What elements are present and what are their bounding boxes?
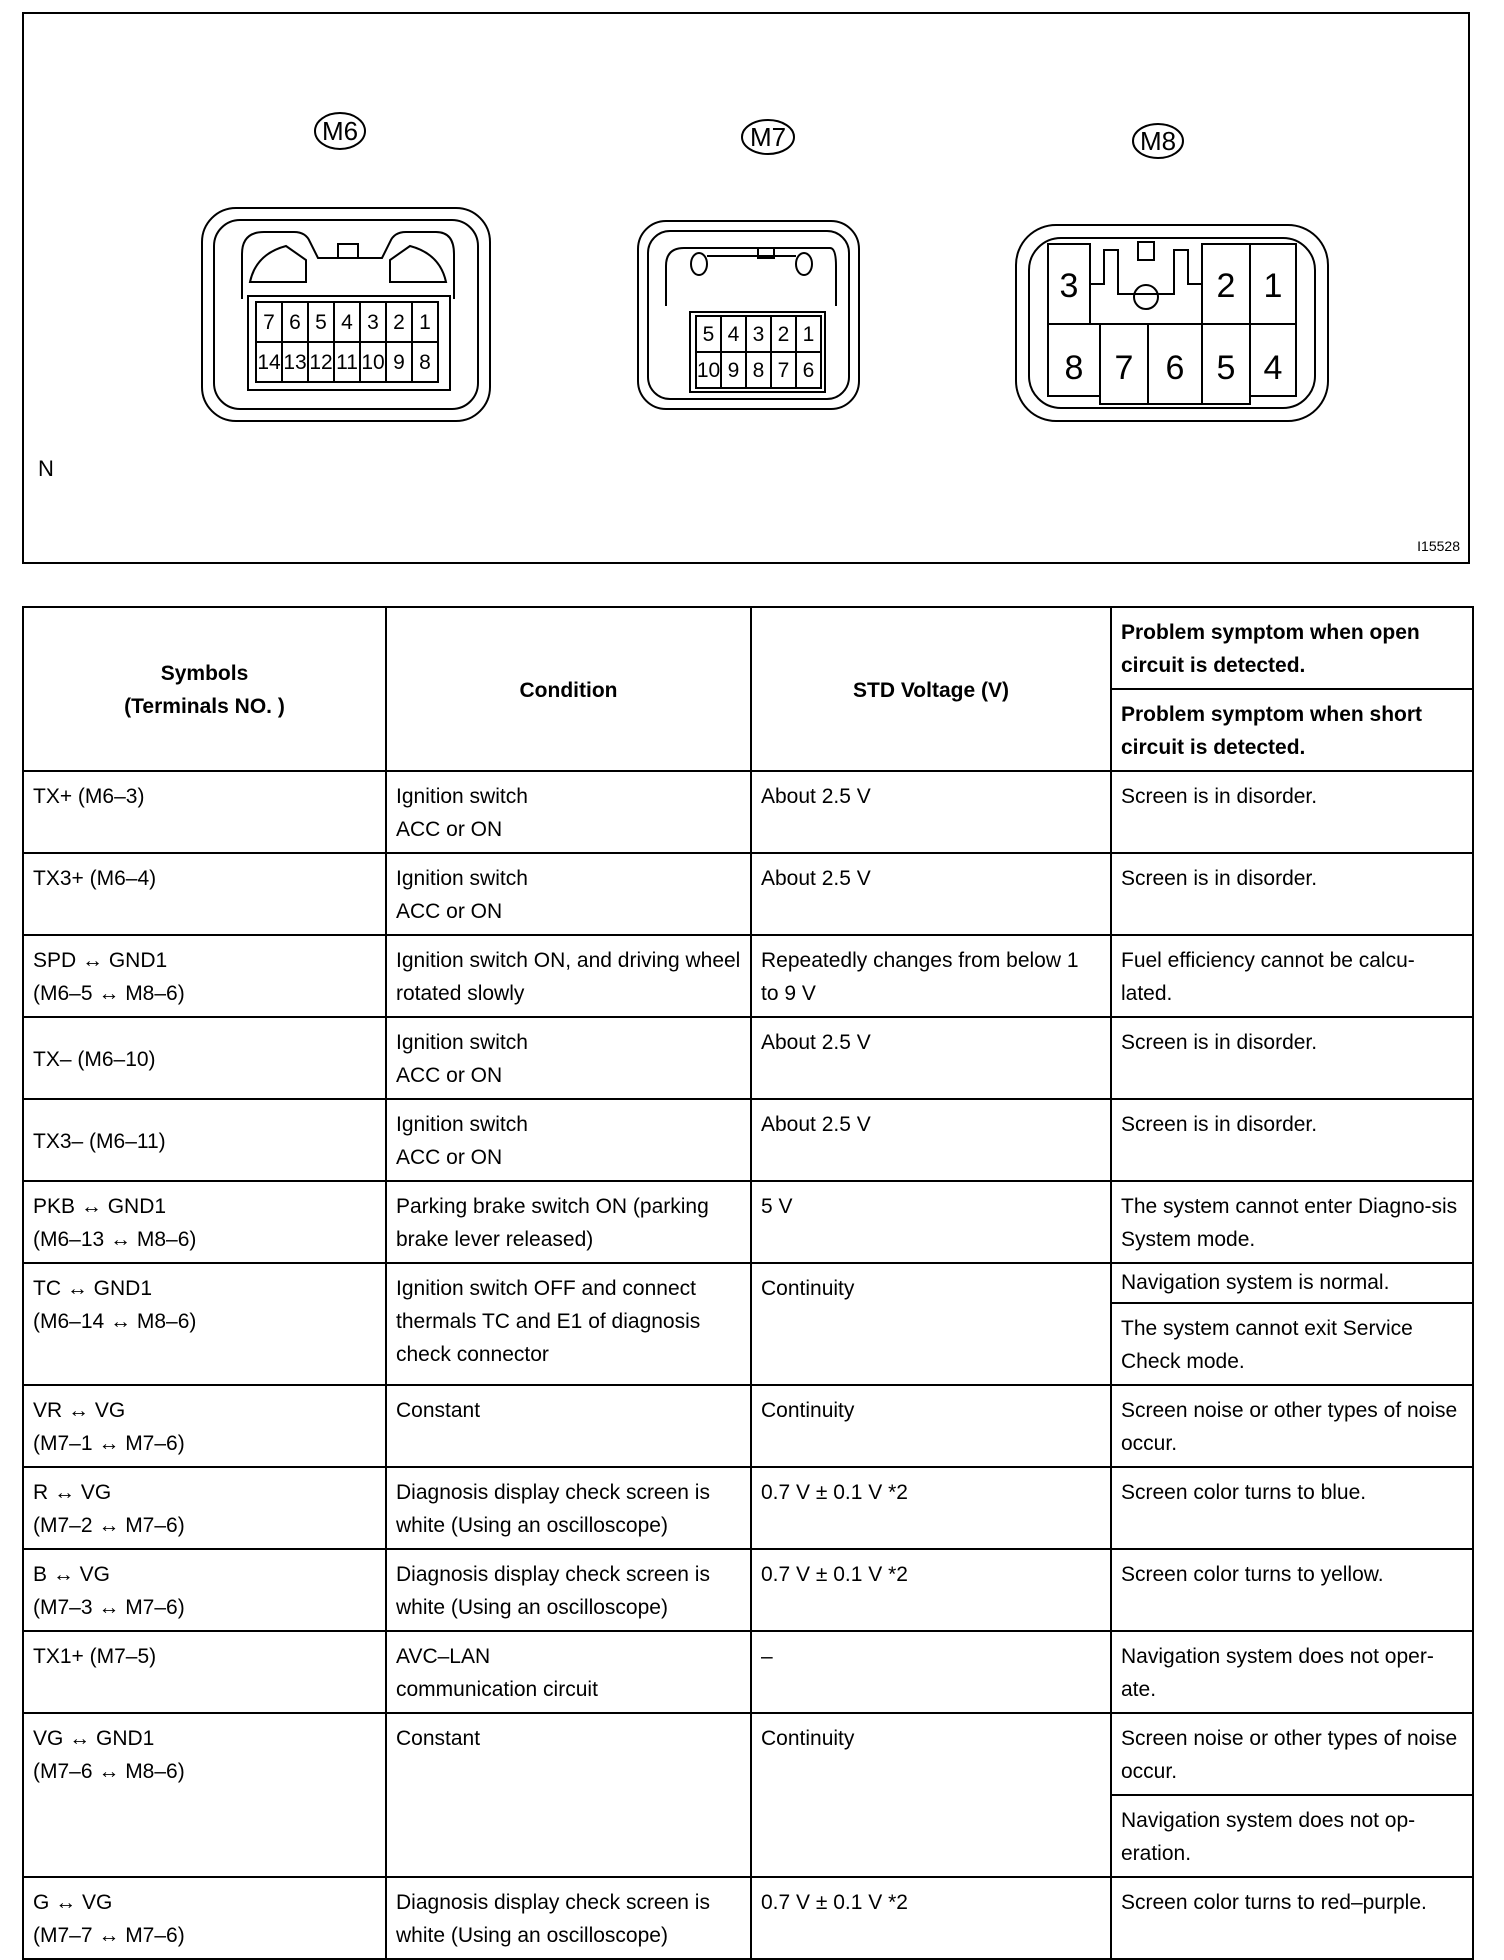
table-row (23, 1631, 1473, 1713)
symbol-line: (M6–14 ↔ M8–6) (33, 1310, 197, 1333)
symptom-cell: The system cannot enter Diagno-sis System mode. (1111, 1181, 1473, 1263)
condition-header: Condition (386, 607, 751, 771)
table-row (23, 771, 1473, 853)
symbol-cell (23, 1549, 386, 1631)
symbol-line: SPD ↔ GND1 (33, 949, 168, 972)
m6-label: M6 (321, 116, 359, 146)
pin-number: 1 (419, 311, 431, 334)
symbol-line: R ↔ VG (33, 1481, 112, 1504)
m8-pin: 1 (1263, 267, 1283, 305)
pin-number: 6 (289, 311, 301, 334)
m7-label: M7 (749, 122, 787, 152)
voltage-cell: Continuity (751, 1385, 1111, 1467)
condition-cell: Parking brake switch ON (parking brake lever released) (386, 1181, 751, 1263)
pin-number: 12 (309, 351, 333, 374)
open-symptom-cell: Screen noise or other types of noise occur. (1111, 1713, 1473, 1795)
symbol-cell: TX3+ (M6–4) (23, 853, 386, 935)
pin-number: 2 (777, 323, 790, 346)
m8-pin: 3 (1059, 267, 1079, 305)
symbol-line: TC ↔ GND1 (33, 1277, 153, 1300)
m8-pin: 7 (1114, 349, 1134, 387)
header-row (23, 607, 1473, 689)
pin-number: 8 (419, 351, 431, 374)
m8-pin: 4 (1263, 349, 1283, 387)
condition-line: Ignition switch (396, 1113, 528, 1136)
condition-line: AVC–LAN (396, 1645, 491, 1668)
symbol-cell (23, 935, 386, 1017)
condition-line: Ignition switch (396, 867, 528, 890)
voltage-cell: 0.7 V ± 0.1 V *2 (751, 1549, 1111, 1631)
table-row (23, 1017, 1473, 1099)
table-row (23, 1877, 1473, 1959)
table-row (23, 853, 1473, 935)
condition-cell: Diagnosis display check screen is white (Using an oscilloscope) (386, 1549, 751, 1631)
symptom-cell: Screen is in disorder. (1111, 1017, 1473, 1099)
symbol-cell (23, 1467, 386, 1549)
symbol-line: B ↔ VG (33, 1563, 111, 1586)
pin-number: 4 (727, 323, 740, 346)
voltage-cell: About 2.5 V (751, 853, 1111, 935)
voltage-cell: About 2.5 V (751, 1017, 1111, 1099)
pin-number: 13 (283, 351, 307, 374)
short-symptom-header: Problem symptom when short circuit is detected. (1111, 689, 1473, 771)
voltage-cell: Repeatedly changes from below 1 to 9 V (751, 935, 1111, 1017)
pin-number: 10 (696, 359, 721, 382)
condition-cell: Ignition switch OFF and connect thermals TC and E1 of diagnosis check connector (386, 1263, 751, 1385)
symbol-cell: TX1+ (M7–5) (23, 1631, 386, 1713)
table-row (23, 1549, 1473, 1631)
symptom-cell: Screen color turns to red–purple. (1111, 1877, 1473, 1959)
condition-cell: Constant (386, 1385, 751, 1467)
m8-pin: 5 (1216, 349, 1236, 387)
condition-line: Ignition switch (396, 1031, 528, 1054)
symbol-line: (M6–13 ↔ M8–6) (33, 1228, 197, 1251)
figure-letter: N (38, 456, 54, 481)
pin-number: 11 (336, 351, 358, 374)
table-row (23, 935, 1473, 1017)
voltage-cell: 5 V (751, 1181, 1111, 1263)
symbol-line: (M7–3 ↔ M7–6) (33, 1596, 185, 1619)
symbol-cell: TX– (M6–10) (23, 1017, 386, 1099)
voltage-cell: Continuity (751, 1713, 1111, 1877)
symptom-cell: Fuel efficiency cannot be calcu-lated. (1111, 935, 1473, 1017)
symbol-cell (23, 1385, 386, 1467)
pin-number: 1 (802, 323, 815, 346)
table-row (23, 1713, 1473, 1795)
connector-figure (22, 12, 1470, 564)
condition-line: ACC or ON (396, 1064, 503, 1087)
m8-pin: 8 (1064, 349, 1084, 387)
symbol-cell (23, 1713, 386, 1877)
pin-number: 9 (727, 359, 740, 382)
voltage-cell: – (751, 1631, 1111, 1713)
connector-diagram (24, 14, 1472, 566)
condition-line: communication circuit (396, 1678, 598, 1701)
m8-pin: 6 (1165, 349, 1185, 387)
voltage-cell: Continuity (751, 1263, 1111, 1385)
condition-cell: Constant (386, 1713, 751, 1877)
condition-cell: Diagnosis display check screen is white (Using an oscilloscope) (386, 1467, 751, 1549)
symptom-cell: Navigation system does not oper-ate. (1111, 1631, 1473, 1713)
pin-number: 7 (263, 311, 275, 334)
voltage-header: STD Voltage (V) (751, 607, 1111, 771)
symptom-cell: Screen is in disorder. (1111, 853, 1473, 935)
symbol-line: VR ↔ VG (33, 1399, 126, 1422)
short-symptom-cell: The system cannot exit Service Check mode. (1111, 1303, 1473, 1385)
symptom-cell: Screen color turns to yellow. (1111, 1549, 1473, 1631)
symbol-cell: TX3– (M6–11) (23, 1099, 386, 1181)
pin-number: 4 (341, 311, 353, 334)
symptom-cell: Screen is in disorder. (1111, 771, 1473, 853)
voltage-cell: 0.7 V ± 0.1 V *2 (751, 1467, 1111, 1549)
symbol-line: (M7–6 ↔ M8–6) (33, 1760, 185, 1783)
m8-pin: 2 (1216, 267, 1236, 305)
voltage-cell: About 2.5 V (751, 1099, 1111, 1181)
condition-cell: Diagnosis display check screen is white (Using an oscilloscope) (386, 1877, 751, 1959)
symptom-cell: Screen is in disorder. (1111, 1099, 1473, 1181)
condition-cell (386, 771, 751, 853)
pin-number: 3 (752, 323, 765, 346)
pin-number: 6 (802, 359, 815, 382)
symptom-cell: Screen noise or other types of noise occur. (1111, 1385, 1473, 1467)
condition-line: ACC or ON (396, 900, 503, 923)
symbol-line: PKB ↔ GND1 (33, 1195, 167, 1218)
pin-number: 5 (315, 311, 327, 334)
symbol-cell (23, 1877, 386, 1959)
pin-number: 5 (702, 323, 715, 346)
table-row (23, 1467, 1473, 1549)
condition-cell (386, 1017, 751, 1099)
pin-number: 8 (752, 359, 765, 382)
pin-number: 7 (777, 359, 790, 382)
condition-line: ACC or ON (396, 1146, 503, 1169)
table-row (23, 1181, 1473, 1263)
m8-label: M8 (1139, 126, 1177, 156)
table-row (23, 1099, 1473, 1181)
short-symptom-cell: Navigation system does not op-eration. (1111, 1795, 1473, 1877)
pin-number: 2 (393, 311, 405, 334)
condition-cell (386, 1631, 751, 1713)
symbol-line: (M7–2 ↔ M7–6) (33, 1514, 185, 1537)
symbol-cell (23, 1181, 386, 1263)
pin-number: 9 (393, 351, 405, 374)
terminal-spec-table (22, 606, 1474, 1960)
symptom-cell: Screen color turns to blue. (1111, 1467, 1473, 1549)
condition-line: Ignition switch (396, 785, 528, 808)
voltage-cell: About 2.5 V (751, 771, 1111, 853)
voltage-cell: 0.7 V ± 0.1 V *2 (751, 1877, 1111, 1959)
open-symptom-cell: Navigation system is normal. (1111, 1263, 1473, 1303)
pin-number: 10 (361, 351, 385, 374)
figure-id: I15528 (1417, 538, 1460, 554)
symbol-cell: TX+ (M6–3) (23, 771, 386, 853)
symbols-header (23, 607, 386, 771)
symbols-header-line1: Symbols (160, 662, 249, 685)
open-symptom-header: Problem symptom when open circuit is detected. (1111, 607, 1473, 689)
condition-line: ACC or ON (396, 818, 503, 841)
symbol-cell (23, 1263, 386, 1385)
symbol-line: (M7–1 ↔ M7–6) (33, 1432, 185, 1455)
symbol-line: (M6–5 ↔ M8–6) (33, 982, 185, 1005)
symbol-line: (M7–7 ↔ M7–6) (33, 1924, 185, 1947)
pin-number: 14 (257, 351, 281, 374)
pin-number: 3 (367, 311, 379, 334)
condition-cell (386, 853, 751, 935)
condition-cell (386, 1099, 751, 1181)
symbol-line: VG ↔ GND1 (33, 1727, 155, 1750)
symbol-line: G ↔ VG (33, 1891, 113, 1914)
condition-cell: Ignition switch ON, and driving wheel rotated slowly (386, 935, 751, 1017)
symbols-header-line2: (Terminals NO. ) (124, 695, 285, 718)
table-row (23, 1263, 1473, 1303)
table-row (23, 1385, 1473, 1467)
